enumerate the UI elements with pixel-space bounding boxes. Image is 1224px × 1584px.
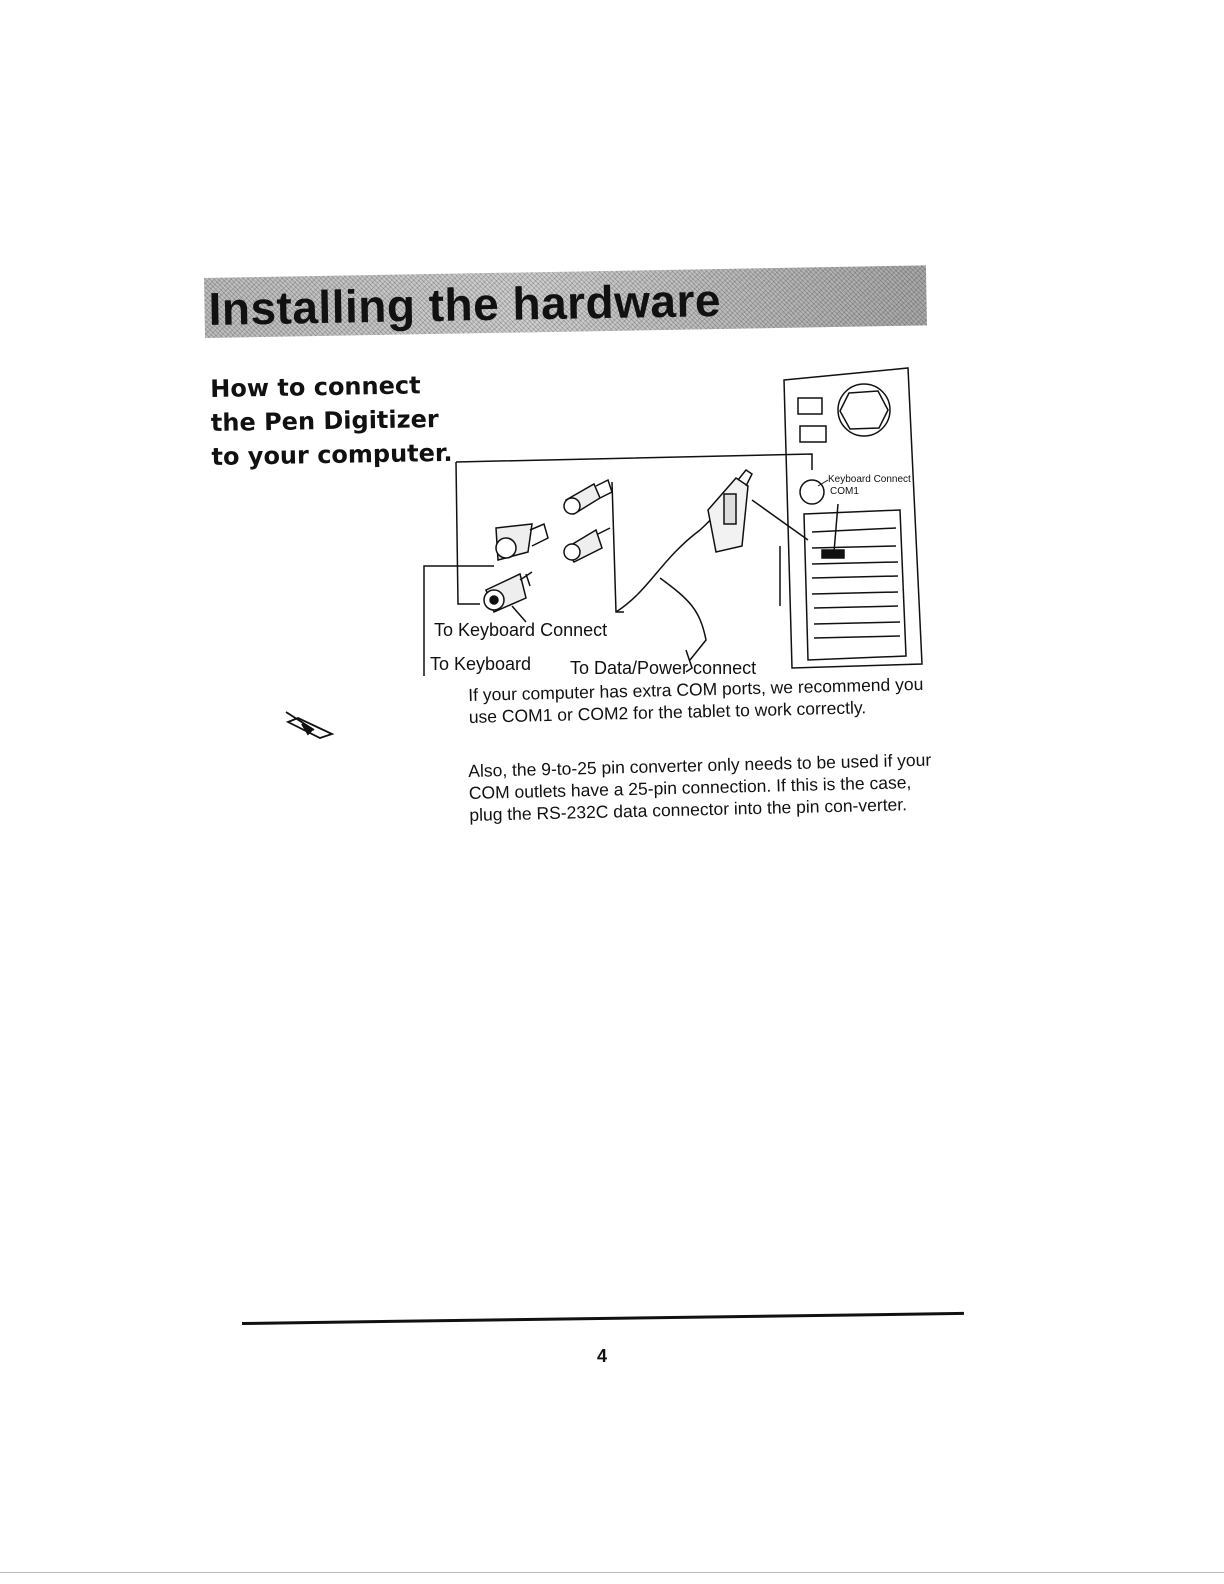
to-data-power-label: To Data/Power connect — [570, 658, 757, 678]
subsection-heading-line-2: the Pen Digitizer — [210, 405, 439, 437]
page-number: 4 — [597, 1346, 608, 1366]
pin-converter-icon — [708, 470, 752, 552]
footer-rule — [242, 1312, 964, 1325]
computer-tower-icon — [784, 368, 922, 668]
keyboard-connect-port-label: Keyboard Connect — [828, 474, 911, 485]
note-paragraph-com-ports: If your computer has extra COM ports, we recommend you use COM1 or COM2 for the tablet to work correctly. — [468, 673, 924, 727]
subsection-heading-line-1: How to connect — [210, 371, 421, 403]
page-edge-line — [0, 1572, 1224, 1573]
db9-connector-mid-icon — [564, 528, 610, 562]
section-title: Installing the hardware — [208, 273, 722, 335]
pen-on-tablet-icon — [284, 708, 336, 740]
callout-line-com1 — [752, 500, 808, 540]
subsection-heading-line-3: to your computer. — [211, 438, 453, 471]
to-keyboard-label: To Keyboard — [430, 654, 532, 674]
com1-port-highlight — [822, 550, 844, 558]
callout-line-heading — [456, 454, 812, 470]
ps2-connector-icon — [496, 524, 548, 560]
com1-port-label: COM1 — [830, 486, 859, 497]
callout-line-keyboard-connect — [456, 462, 480, 604]
connection-diagram — [0, 0, 1224, 700]
power-cable — [660, 578, 706, 660]
keyboard-plug-icon — [484, 572, 532, 612]
callout-line-data — [612, 482, 624, 612]
db9-connector-top-icon — [564, 480, 612, 514]
note-paragraph-pin-converter: Also, the 9-to-25 pin converter only needs to be used if your COM outlets have a 25-pin connection. If this is the case, plug the RS-232C data connector into the pin con-verter. — [468, 749, 932, 825]
to-keyboard-connect-label: To Keyboard Connect — [434, 620, 608, 640]
